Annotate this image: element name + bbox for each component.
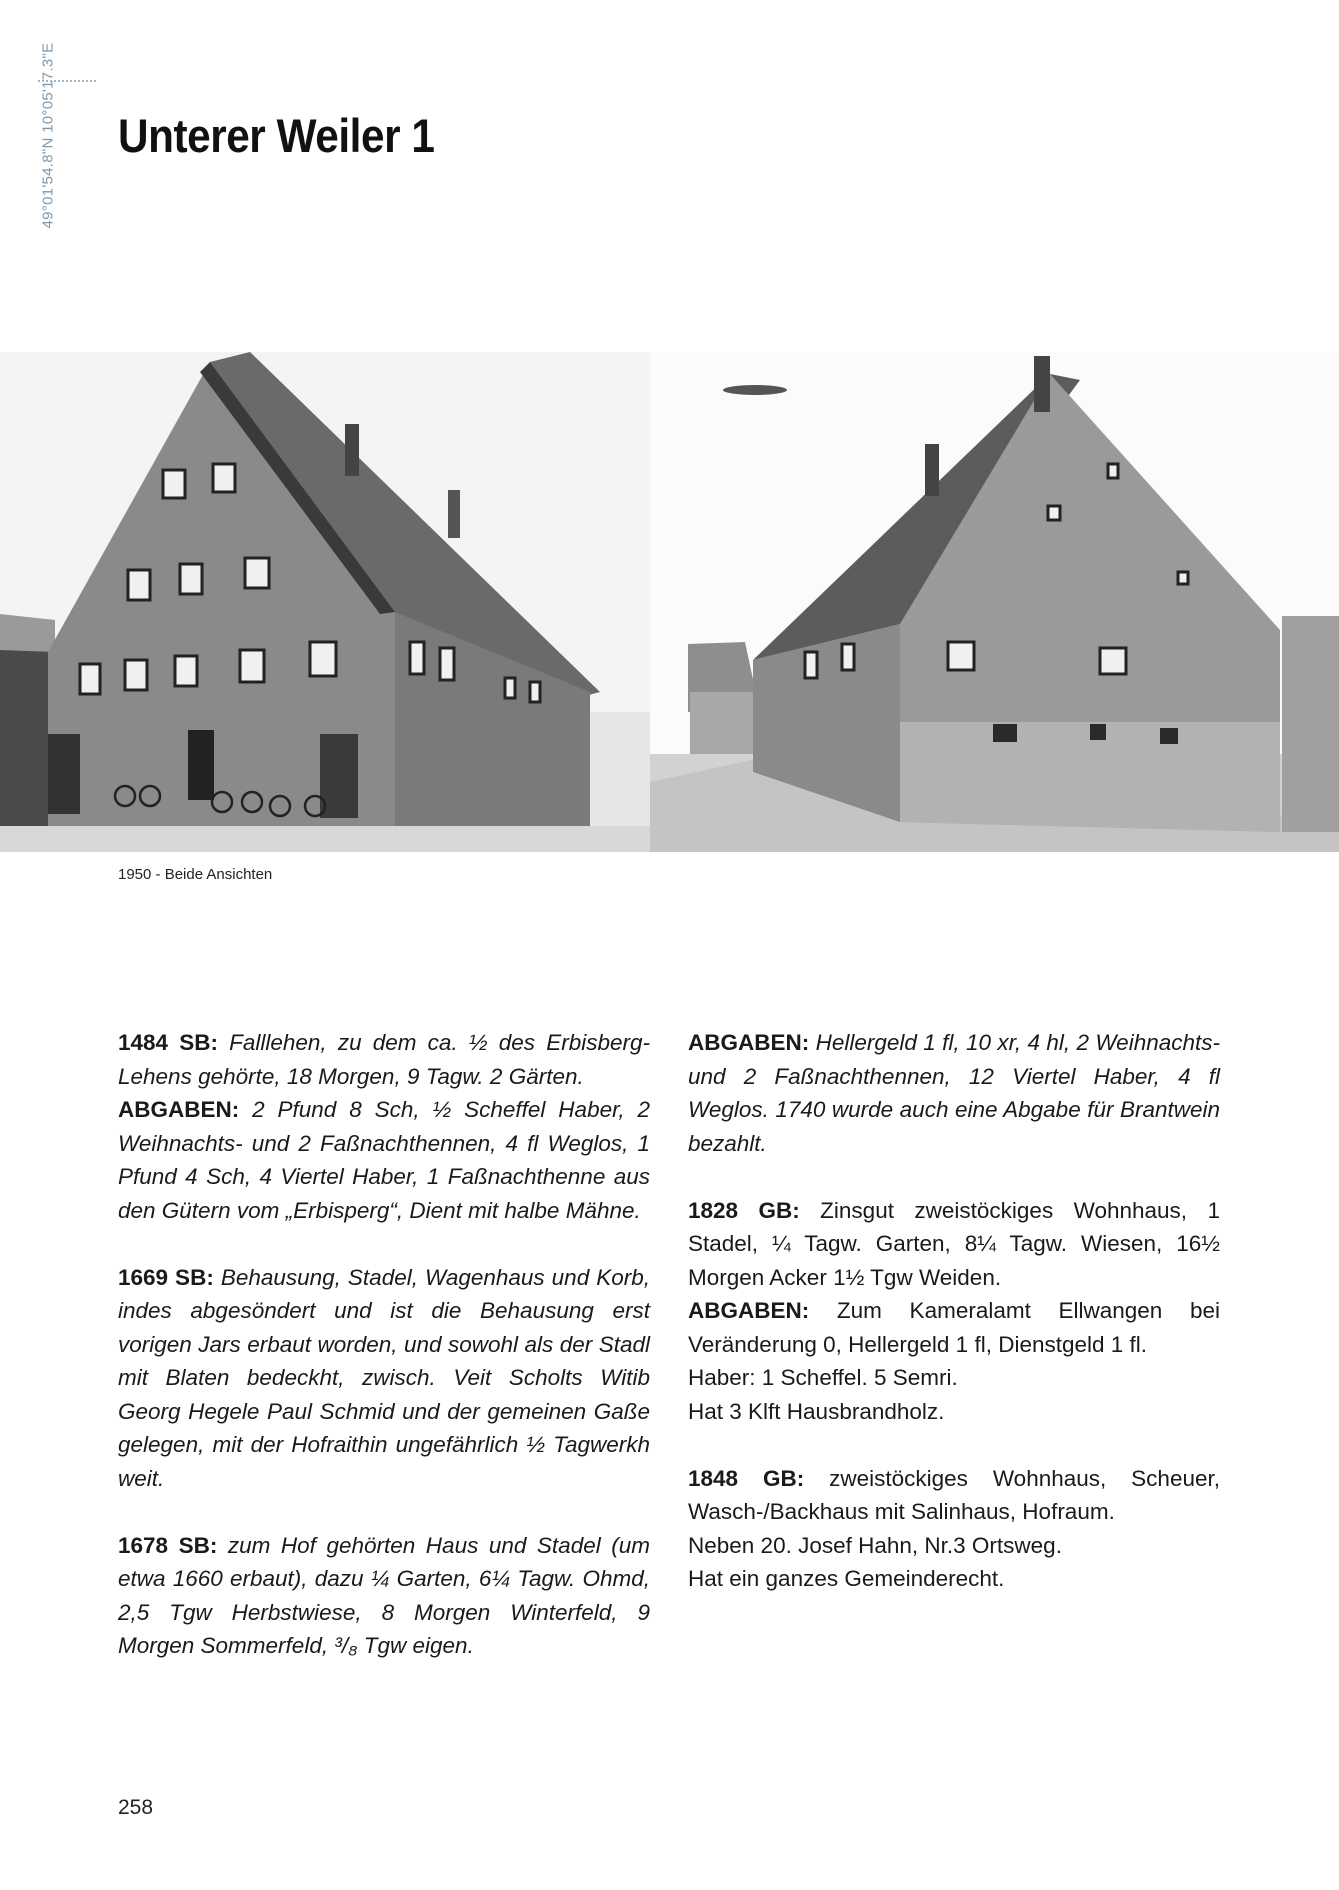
abgaben-label: ABGABEN:: [118, 1097, 240, 1122]
photo-house-side-view: [0, 352, 650, 852]
entry-label: 1484 SB:: [118, 1030, 218, 1055]
entry-line: Hat 3 Klft Hausbrandholz.: [688, 1398, 945, 1424]
entry-label: 1848 GB:: [688, 1465, 805, 1491]
abgaben-text: 2 Pfund 8 Sch, ½ Scheffel Haber, 2 Weihnachts- und 2 Faßnachthennen, 4 fl Weglos, 1 Pfund 4 Sch, 4 Viertel Haber, 1 Faßnachthenne aus den Gütern vom „Erbisperg“, Dient mit halbe Mähne.: [118, 1097, 650, 1223]
entry-text: Hellergeld 1 fl, 10 xr, 4 hl, 2 Weihnachts- und 2 Faßnachthennen, 12 Viertel Haber, 4 fl Weglos. 1740 wurde auch eine Abgabe für Brantwein bezahlt.: [688, 1030, 1220, 1156]
text-column-right: [688, 1026, 1220, 1629]
entry-text: zweistöckiges Wohnhaus, Scheuer, Wasch-/Backhaus mit Salinhaus, Hofraum.: [688, 1465, 1220, 1524]
gps-coordinates: 49°01'54.8"N 10°05'17.3"E: [39, 42, 57, 229]
entry-1484: [118, 1026, 650, 1227]
entry-label: 1669 SB:: [118, 1264, 214, 1290]
entry-line: Hat ein ganzes Gemeinderecht.: [688, 1566, 1005, 1591]
entry-label: 1828 GB:: [688, 1197, 800, 1223]
entry-line: Neben 20. Josef Hahn, Nr.3 Ortsweg.: [688, 1532, 1062, 1558]
entry-label: ABGABEN:: [688, 1030, 810, 1055]
entry-1828: [688, 1194, 1220, 1429]
page-number: 258: [118, 1796, 154, 1819]
entry-text: zum Hof gehörten Haus und Stadel (um etwa 1660 erbaut), dazu ¼ Garten, 6¼ Tagw. Ohmd, 2,5 Tgw Herbstwiese, 8 Morgen Winterfeld, 9 Morgen Sommerfeld, ³/₈ Tgw eigen.: [118, 1532, 650, 1658]
entry-1848: [688, 1462, 1220, 1596]
photo-house-gable-view: [650, 352, 1339, 852]
entry-line: Haber: 1 Scheffel. 5 Semri.: [688, 1365, 958, 1390]
abgaben-label: ABGABEN:: [688, 1298, 810, 1323]
coordinates-margin: [38, 44, 58, 264]
entry-1678: [118, 1529, 650, 1663]
page-title: Unterer Weiler 1: [118, 109, 435, 162]
photo-caption: 1950 - Beide Ansichten: [118, 866, 273, 883]
text-column-left: [118, 1026, 650, 1696]
entry-text: Behausung, Stadel, Wagenhaus und Korb, indes abgesöndert und ist die Behausung erst vorigen Jars erbaut worden, und sowohl als der Stadl mit Blaten bedeckht, zwisch. Veit Scholts Witib Georg Hegele Paul Schmid und der gemeinen Gaße gelegen, mit der Hofraithin ungefährlich ½ Tagwerkh weit.: [118, 1264, 650, 1491]
entry-abgaben: [688, 1026, 1220, 1160]
entry-text: Zinsgut zweistöckiges Wohnhaus, 1 Stadel, ¼ Tagw. Garten, 8¼ Tagw. Wiesen, 16½ Morgen Acker 1½ Tgw Weiden.: [688, 1197, 1220, 1290]
entry-1669: [118, 1261, 650, 1496]
entry-label: 1678 SB:: [118, 1532, 218, 1558]
abgaben-text: Zum Kameralamt Ellwangen bei Veränderung 0, Hellergeld 1 fl, Dienstgeld 1 fl.: [688, 1298, 1220, 1357]
entry-text: Falllehen, zu dem ca. ½ des Erbisberg-Lehens gehörte, 18 Morgen, 9 Tagw. 2 Gärten.: [118, 1030, 650, 1089]
